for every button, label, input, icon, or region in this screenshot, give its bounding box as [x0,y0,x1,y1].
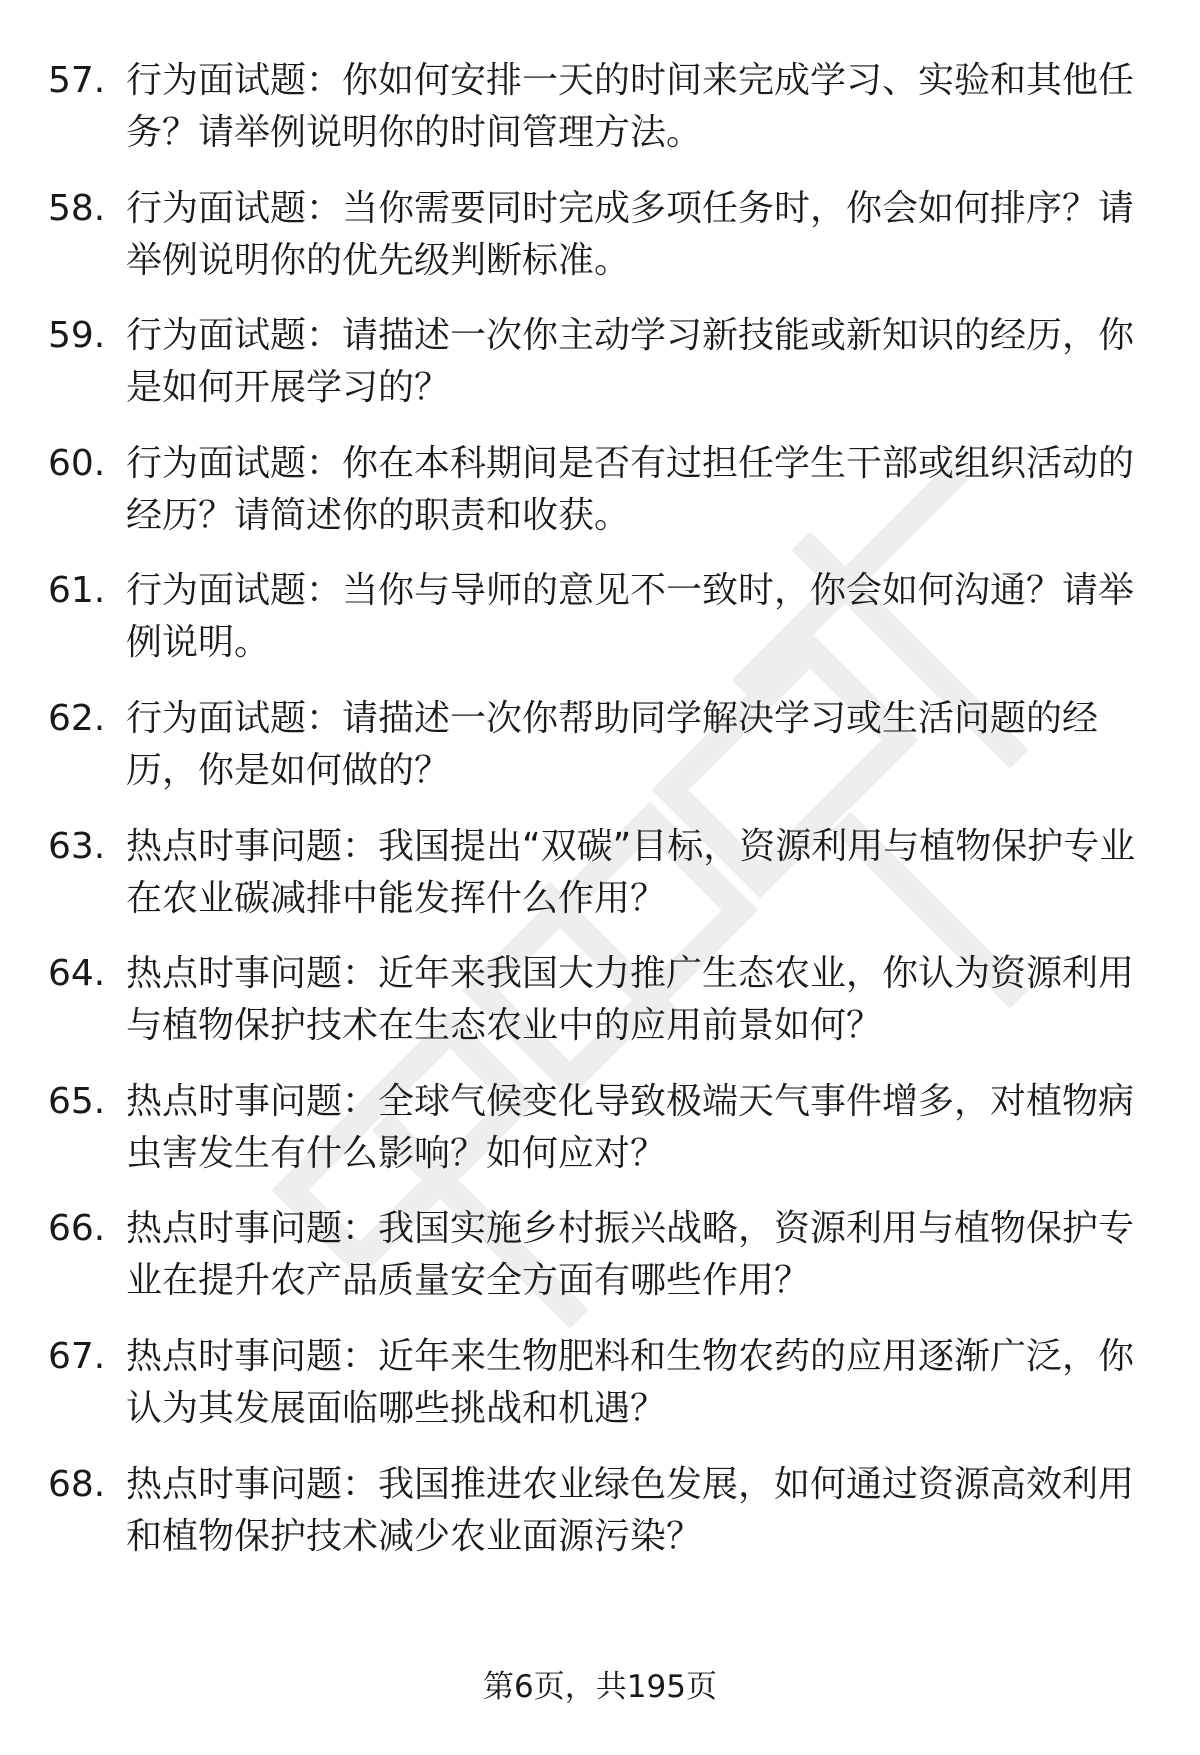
question-text: 热点时事问题：我国推进农业绿色发展，如何通过资源高效利用和植物保护技术减少农业面源污染？ [126,1463,1135,1557]
question-number: 59. [48,315,106,357]
question-item [48,310,1158,414]
page-footer: 第6页，共195页 [483,1669,717,1705]
question-number: 65. [48,1080,106,1122]
question-text: 行为面试题：当你与导师的意见不一致时，你会如何沟通？请举例说明。 [126,570,1135,664]
question-text: 热点时事问题：我国实施乡村振兴战略，资源利用与植物保护专业在提升农产品质量安全方面有哪些作用？ [126,1208,1135,1302]
question-item [48,948,1158,1052]
question-text: 热点时事问题：近年来我国大力推广生态农业，你认为资源利用与植物保护技术在生态农业中的应用前景如何？ [126,953,1135,1047]
question-number: 66. [48,1208,106,1250]
question-number: 62. [48,697,106,739]
question-number: 63. [48,825,106,867]
question-item [48,438,1158,542]
question-number: 64. [48,953,106,995]
question-number: 61. [48,570,106,612]
question-item [48,1459,1158,1563]
question-text: 热点时事问题：近年来生物肥料和生物农药的应用逐渐广泛，你认为其发展面临哪些挑战和机遇？ [126,1335,1135,1429]
question-number: 58. [48,187,106,229]
question-text: 行为面试题：你如何安排一天的时间来完成学习、实验和其他任务？请举例说明你的时间管理方法。 [126,60,1135,153]
question-text: 行为面试题：请描述一次你帮助同学解决学习或生活问题的经历，你是如何做的？ [126,697,1099,791]
question-item [48,1076,1158,1180]
question-item [48,55,1158,159]
question-list [48,55,1158,1586]
question-number: 57. [48,60,106,101]
question-number: 68. [48,1463,106,1505]
question-item [48,183,1158,287]
question-item [48,1203,1158,1307]
question-text: 行为面试题：当你需要同时完成多项任务时，你会如何排序？请举例说明你的优先级判断标准。 [126,187,1135,281]
question-text: 行为面试题：请描述一次你主动学习新技能或新知识的经历，你是如何开展学习的？ [126,315,1135,409]
question-text: 行为面试题：你在本科期间是否有过担任学生干部或组织活动的经历？请简述你的职责和收获。 [126,442,1135,536]
question-number: 60. [48,442,106,484]
question-number: 67. [48,1335,106,1377]
question-item [48,821,1158,925]
question-text: 热点时事问题：全球气候变化导致极端天气事件增多，对植物病虫害发生有什么影响？如何应对？ [126,1080,1135,1174]
question-text: 热点时事问题：我国提出“双碳”目标，资源利用与植物保护专业在农业碳减排中能发挥什么作用？ [126,825,1136,919]
question-item [48,1331,1158,1435]
question-item [48,693,1158,797]
question-item [48,565,1158,669]
